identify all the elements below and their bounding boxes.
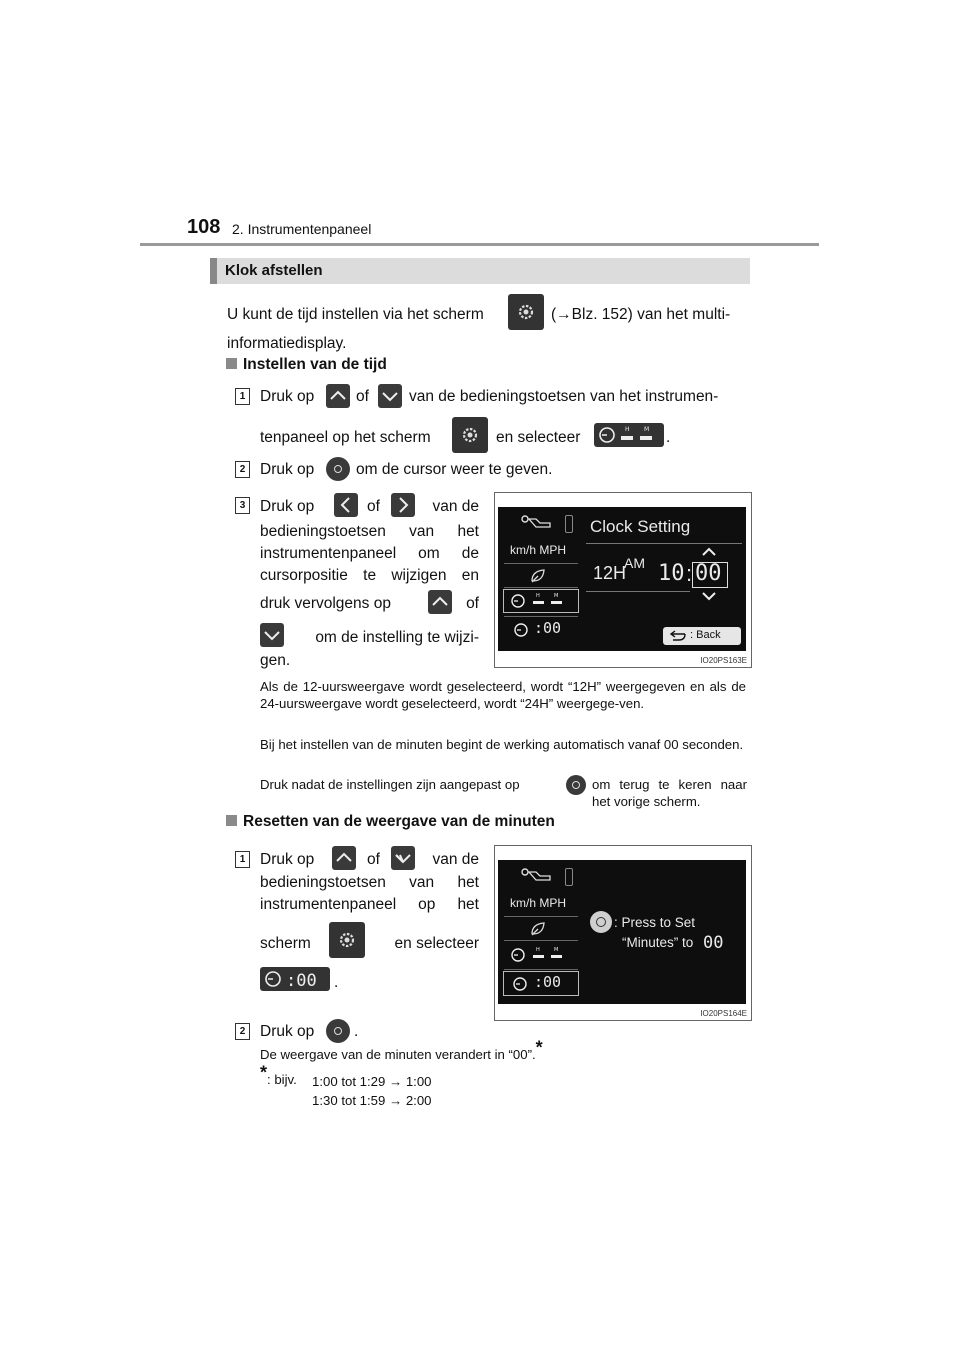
step-text: instrumentenpaneel op het (260, 896, 479, 913)
up-arrow-icon (332, 846, 356, 870)
ok-button-icon (326, 1019, 350, 1043)
footnote-line: 1:00 tot 1:29 → 1:00 (312, 1074, 432, 1089)
unit-mph: MPH (539, 543, 567, 557)
step-text: Druk op (260, 498, 315, 515)
step-text: of (466, 595, 479, 612)
unit-mph: MPH (539, 896, 567, 910)
step-text: of (367, 851, 380, 868)
section-title: Klok afstellen (225, 262, 323, 279)
cursor-up-icon (701, 547, 717, 557)
footnote-label: : bijv. (267, 1072, 297, 1087)
step-text: van de (432, 851, 479, 868)
menu-clock-minutes-selected (503, 971, 579, 996)
step-number: 2 (235, 1023, 250, 1040)
square-bullet-icon (226, 815, 237, 826)
svg-text:H: H (536, 947, 540, 953)
settings-gear-icon (508, 294, 544, 330)
reset-minutes-figure (494, 845, 752, 1021)
note-text (260, 1037, 543, 1064)
figure-code: IO20PS163E (700, 656, 747, 665)
step-text: instrumentenpaneel om de (260, 545, 479, 562)
note-text: Bij het instellen van de minuten begint de werking automatisch vanaf 00 seconden. (260, 737, 744, 752)
ok-button-icon (590, 911, 612, 933)
step-text: bedieningstoetsen van het (260, 874, 479, 891)
up-arrow-icon (428, 590, 452, 614)
intro-text-3: informatiedisplay. (227, 335, 347, 352)
svg-text:M: M (644, 426, 650, 433)
display-screen (498, 860, 746, 1004)
footnote-marker: * (260, 1062, 268, 1083)
subheading-label: Resetten van de weergave van de minuten (243, 813, 555, 830)
chapter-title: 2. Instrumentenpaneel (232, 221, 372, 237)
ok-button-icon (326, 457, 350, 481)
step-text: om de cursor weer te geven. (356, 461, 553, 478)
down-arrow-icon (378, 384, 402, 408)
unit-kmh: km/h (510, 543, 537, 557)
footnote (260, 1062, 297, 1089)
back-icon (667, 630, 687, 642)
intro-text-2: (→Blz. 152) van het multi- (551, 306, 731, 323)
figure-code: IO20PS164E (700, 1009, 747, 1018)
menu-clock-hm (503, 944, 579, 966)
step-text: bedieningstoetsen van het (260, 523, 479, 540)
left-arrow-icon (334, 493, 358, 517)
step-text: tenpaneel op het scherm (260, 429, 431, 446)
step-number: 3 (235, 497, 250, 514)
subheading-label: Instellen van de tijd (243, 356, 387, 373)
step-text: en selecteer (496, 429, 581, 446)
svg-text:H: H (625, 426, 630, 433)
step-text: druk vervolgens op (260, 595, 391, 612)
page-number: 108 (187, 216, 221, 238)
step-text: gen. (260, 652, 291, 669)
settings-gear-icon (329, 922, 365, 958)
step-number: 1 (235, 851, 250, 868)
step-text: Druk op (260, 1023, 315, 1040)
svg-text:M: M (554, 593, 559, 599)
right-arrow-icon (391, 493, 415, 517)
step3-line5 (260, 593, 479, 615)
step-text: . (334, 974, 339, 991)
step-text: Druk op (260, 388, 315, 405)
eco-icon (528, 920, 548, 938)
up-arrow-icon (326, 384, 350, 408)
down-arrow-icon (391, 846, 415, 870)
settings-gear-icon (452, 417, 488, 453)
mode-label: 12H (593, 563, 627, 583)
step-number: 2 (235, 461, 250, 478)
step-text: of (367, 498, 380, 515)
back-label: : Back (690, 629, 721, 641)
hour-digits: 10 (658, 561, 685, 586)
step-text: van de (432, 498, 479, 515)
footnote-marker: * (535, 1037, 543, 1058)
square-bullet-icon (226, 358, 237, 369)
step-text: Druk op (260, 851, 315, 868)
step3-line1 (260, 496, 479, 518)
step1-line1 (260, 849, 479, 871)
header-rule (140, 243, 819, 246)
note-text: Druk nadat de instellingen zijn aangepast op (260, 777, 520, 792)
back-indicator (663, 627, 741, 645)
step-text: . (666, 429, 671, 446)
minute-digits: 00 (695, 561, 722, 586)
clock-hm-icon (594, 423, 664, 447)
step-number: 1 (235, 388, 250, 405)
clock-minutes-icon (260, 967, 330, 991)
svg-text::00: :00 (286, 971, 317, 991)
footnote-line: 1:30 tot 1:59 → 2:00 (312, 1093, 432, 1108)
svg-text:M: M (554, 947, 559, 953)
minute-display: :00 (534, 619, 562, 637)
cursor-down-icon (701, 591, 717, 601)
step-text: cursorpositie te wijzigen en (260, 567, 479, 584)
step-text: en selecteer (394, 935, 479, 952)
press-to-set-label: : Press to Set (614, 915, 696, 930)
note-text: om terug te keren naar het vorige scherm. (592, 777, 747, 809)
ampm-label: AM (624, 555, 645, 571)
step-text: Druk op (260, 461, 315, 478)
battery-icon (565, 515, 573, 533)
screen-title: Clock Setting (590, 517, 691, 536)
display-screen: km/h MPH H M :00 Clock Setting 12H AM 10 : 00 : Back (498, 507, 746, 651)
minutes-digits: 00 (703, 933, 724, 953)
intro-text-1: U kunt de tijd instellen via het scherm (227, 306, 484, 323)
battery-icon (565, 868, 573, 886)
step-text: scherm (260, 935, 311, 952)
return-button-icon (566, 775, 586, 795)
step-text: . (354, 1023, 359, 1040)
menu-clock-hm-selected (503, 589, 579, 613)
clock-setting-figure (494, 492, 752, 668)
section-header (210, 258, 750, 284)
note-text: Als de 12-uursweergave wordt geselecteerd, wordt “12H” weergegeven en als de 24-uursweergave wordt geselecteerd, wordt “24H” weergege-ven. (260, 679, 746, 711)
eco-icon (528, 567, 548, 585)
down-arrow-icon (260, 623, 284, 647)
step-text: van de bedieningstoetsen van het instrumen- (409, 388, 719, 405)
subheading-set-time (226, 356, 387, 374)
step-text: of (356, 388, 369, 405)
subheading-reset-minutes (226, 813, 555, 831)
step-text: om de instelling te wijzi- (315, 629, 479, 646)
unit-kmh: km/h (510, 896, 537, 910)
minutes-to-label: “Minutes” to (622, 935, 694, 950)
minute-display: :00 (534, 973, 562, 991)
note-label: De weergave van de minuten verandert in “00”. (260, 1047, 536, 1062)
svg-text:H: H (536, 593, 540, 599)
